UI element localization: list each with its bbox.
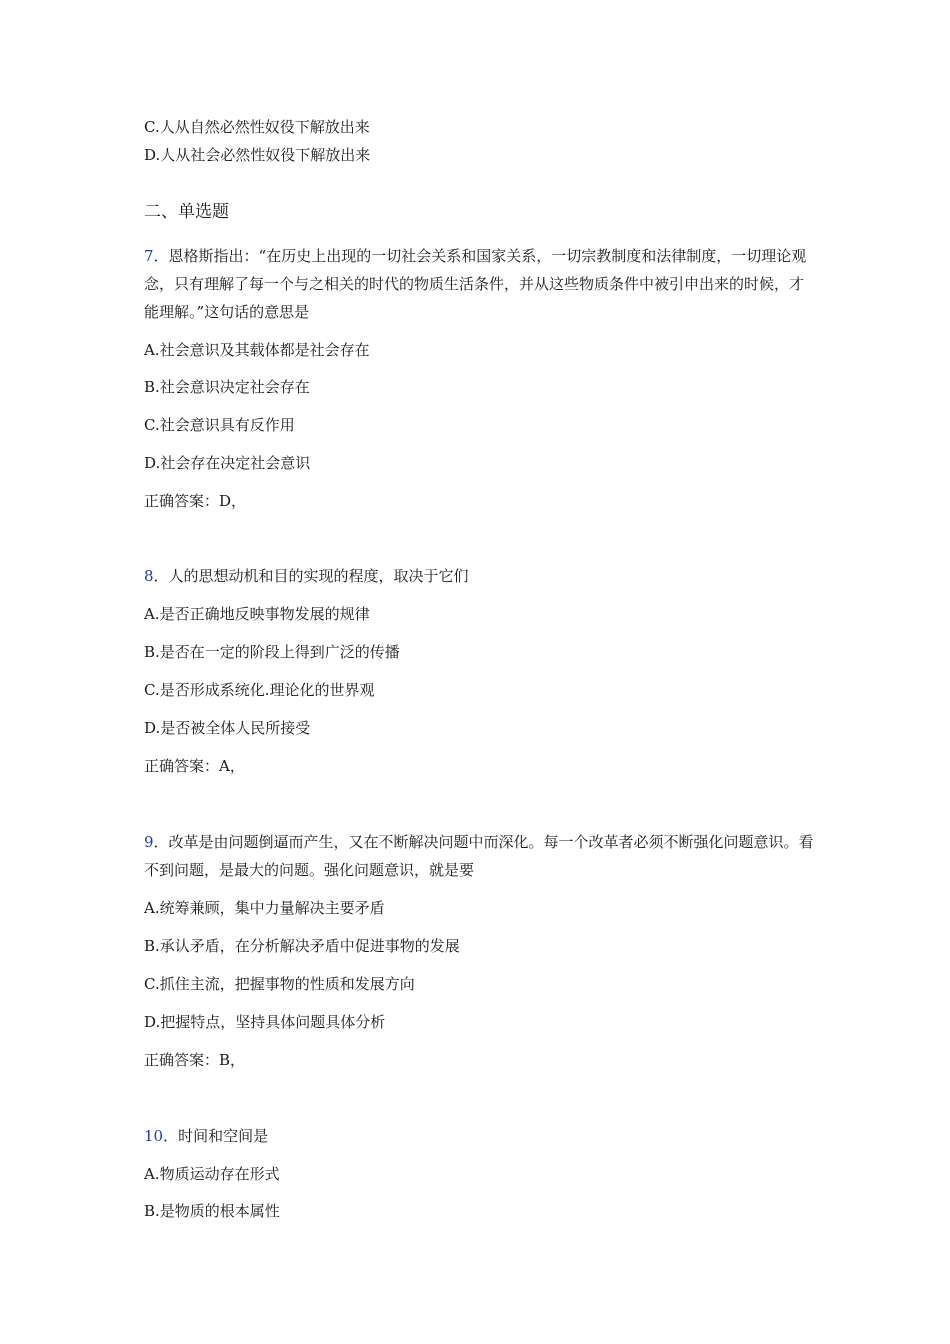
question-text: ．改革是由问题倒逼而产生，又在不断解决问题中而深化。每一个改革者必须不断强化问题意识。看不到问题，是最大的问题。强化问题意识，就是要 bbox=[144, 833, 814, 879]
option-b: B.是物质的根本属性 bbox=[144, 1202, 280, 1220]
question-number: 7 bbox=[144, 247, 154, 265]
option-b: B.社会意识决定社会存在 bbox=[144, 378, 310, 396]
question-text: ．时间和空间是 bbox=[163, 1127, 269, 1145]
option-d-prev: D.人从社会必然性奴役下解放出来 bbox=[144, 146, 371, 164]
option-c-prev: C.人从自然必然性奴役下解放出来 bbox=[144, 118, 370, 136]
option-b: B.是否在一定的阶段上得到广泛的传播 bbox=[144, 643, 400, 661]
option-a: A.是否正确地反映事物发展的规律 bbox=[144, 605, 370, 623]
question-number: 8 bbox=[144, 567, 154, 585]
option-a: A.统筹兼顾，集中力量解决主要矛盾 bbox=[144, 899, 385, 917]
question-number: 10 bbox=[144, 1127, 164, 1145]
option-b: B.承认矛盾，在分析解决矛盾中促进事物的发展 bbox=[144, 937, 460, 955]
question-stem-9 bbox=[144, 828, 814, 884]
question-stem-10 bbox=[144, 1122, 814, 1150]
question-stem-7 bbox=[144, 242, 814, 326]
option-d: D.社会存在决定社会意识 bbox=[144, 454, 311, 472]
option-d: D.把握特点，坚持具体问题具体分析 bbox=[144, 1013, 386, 1031]
section-title: 二、单选题 bbox=[144, 202, 229, 222]
question-number: 9 bbox=[144, 833, 154, 851]
option-d: D.是否被全体人民所接受 bbox=[144, 719, 311, 737]
option-c: C.抓住主流，把握事物的性质和发展方向 bbox=[144, 975, 415, 993]
question-text: ．人的思想动机和目的实现的程度，取决于它们 bbox=[153, 567, 469, 585]
correct-answer: 正确答案：D， bbox=[144, 492, 247, 510]
option-a: A.物质运动存在形式 bbox=[144, 1165, 280, 1183]
question-text: ．恩格斯指出：“在历史上出现的一切社会关系和国家关系，一切宗教制度和法律制度，一切理论观念，只有理解了每一个与之相关的时代的物质生活条件，并从这些物质条件中被引申出来的时候，才能理解。”这句话的意思是 bbox=[144, 247, 807, 321]
option-a: A.社会意识及其载体都是社会存在 bbox=[144, 341, 370, 359]
correct-answer: 正确答案：A， bbox=[144, 757, 245, 775]
correct-answer: 正确答案：B， bbox=[144, 1051, 246, 1069]
question-stem-8 bbox=[144, 562, 814, 590]
option-c: C.是否形成系统化.理论化的世界观 bbox=[144, 681, 375, 699]
option-c: C.社会意识具有反作用 bbox=[144, 416, 295, 434]
